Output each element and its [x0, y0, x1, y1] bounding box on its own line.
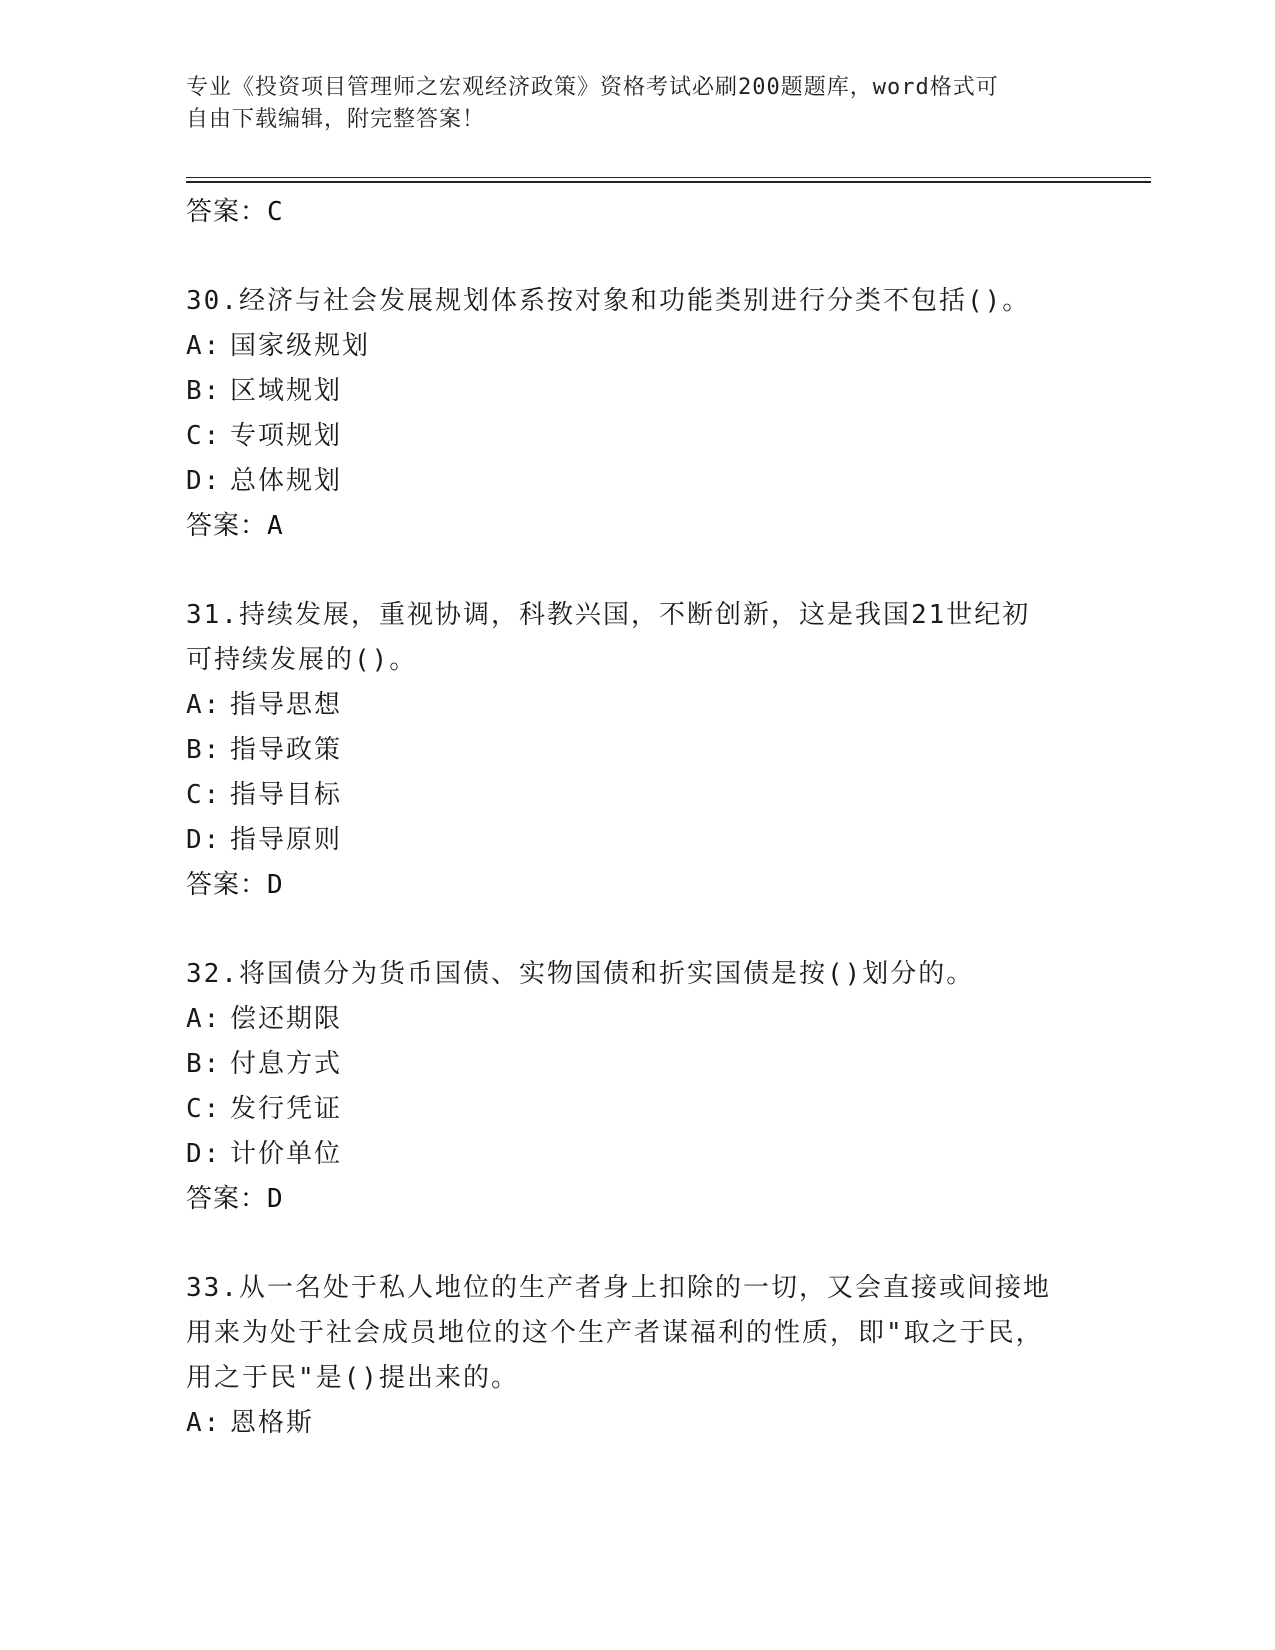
option-letter: A: [186, 1004, 222, 1034]
answer-value: D [267, 1184, 284, 1214]
question-text: 33.从一名处于私人地位的生产者身上扣除的一切，又会直接或间接地 [186, 1273, 1051, 1303]
option-text: 指导目标 [230, 780, 343, 810]
answer-label: 答案： [186, 197, 268, 227]
spacer [186, 908, 1086, 952]
spacer [186, 1222, 1086, 1266]
question-list [186, 190, 1086, 1446]
question-33 [186, 1266, 1086, 1446]
question-text: 可持续发展的()。 [186, 645, 418, 675]
option-a [186, 1401, 1086, 1446]
option-text: 指导原则 [230, 825, 343, 855]
option-text: 专项规划 [230, 421, 343, 451]
option-text: 区域规划 [230, 376, 343, 406]
option-letter: A: [186, 1408, 222, 1438]
option-text: 恩格斯 [230, 1408, 315, 1438]
option-letter: D: [186, 825, 222, 855]
answer-label: 答案： [186, 1184, 268, 1214]
spacer [186, 549, 1086, 593]
option-b [186, 1042, 1086, 1087]
answer-label: 答案： [186, 511, 268, 541]
option-letter: D: [186, 466, 222, 496]
page-header [186, 72, 1066, 136]
option-letter: B: [186, 376, 222, 406]
answer-value: D [267, 870, 284, 900]
question-text: 32.将国债分为货币国债、实物国债和折实国债是按()划分的。 [186, 959, 975, 989]
answer-label: 答案： [186, 870, 268, 900]
question-text: 用之于民"是()提出来的。 [186, 1363, 519, 1393]
answer-value: A [267, 511, 284, 541]
option-text: 发行凭证 [230, 1094, 343, 1124]
answer-line [186, 863, 1086, 908]
option-letter: B: [186, 735, 222, 765]
option-c [186, 773, 1086, 818]
answer-line [186, 1177, 1086, 1222]
option-text: 指导思想 [230, 690, 343, 720]
option-letter: C: [186, 421, 222, 451]
option-text: 国家级规划 [230, 331, 371, 361]
question-30 [186, 279, 1086, 549]
option-text: 总体规划 [230, 466, 343, 496]
option-letter: B: [186, 1049, 222, 1079]
header-line-2: 自由下载编辑，附完整答案！ [186, 107, 486, 132]
option-c [186, 1087, 1086, 1132]
header-line-1: 专业《投资项目管理师之宏观经济政策》资格考试必刷200题题库，word格式可 [186, 75, 999, 100]
question-31 [186, 593, 1086, 908]
option-a [186, 997, 1086, 1042]
header-divider [186, 177, 1151, 183]
question-32 [186, 952, 1086, 1222]
spacer [186, 235, 1086, 279]
question-text: 31.持续发展，重视协调，科教兴国，不断创新，这是我国21世纪初 [186, 600, 1031, 630]
option-text: 计价单位 [230, 1139, 343, 1169]
question-text: 30.经济与社会发展规划体系按对象和功能类别进行分类不包括()。 [186, 286, 1031, 316]
option-d [186, 818, 1086, 863]
option-text: 指导政策 [230, 735, 343, 765]
option-text: 偿还期限 [230, 1004, 343, 1034]
question-text: 用来为处于社会成员地位的这个生产者谋福利的性质，即"取之于民， [186, 1318, 1044, 1348]
option-letter: C: [186, 1094, 222, 1124]
option-b [186, 369, 1086, 414]
answer-line [186, 190, 1086, 235]
option-letter: A: [186, 690, 222, 720]
answer-value: C [267, 197, 284, 227]
option-text: 付息方式 [230, 1049, 343, 1079]
option-a [186, 683, 1086, 728]
option-d [186, 1132, 1086, 1177]
option-a [186, 324, 1086, 369]
option-b [186, 728, 1086, 773]
option-c [186, 414, 1086, 459]
option-letter: C: [186, 780, 222, 810]
option-letter: A: [186, 331, 222, 361]
option-letter: D: [186, 1139, 222, 1169]
answer-line [186, 504, 1086, 549]
option-d [186, 459, 1086, 504]
